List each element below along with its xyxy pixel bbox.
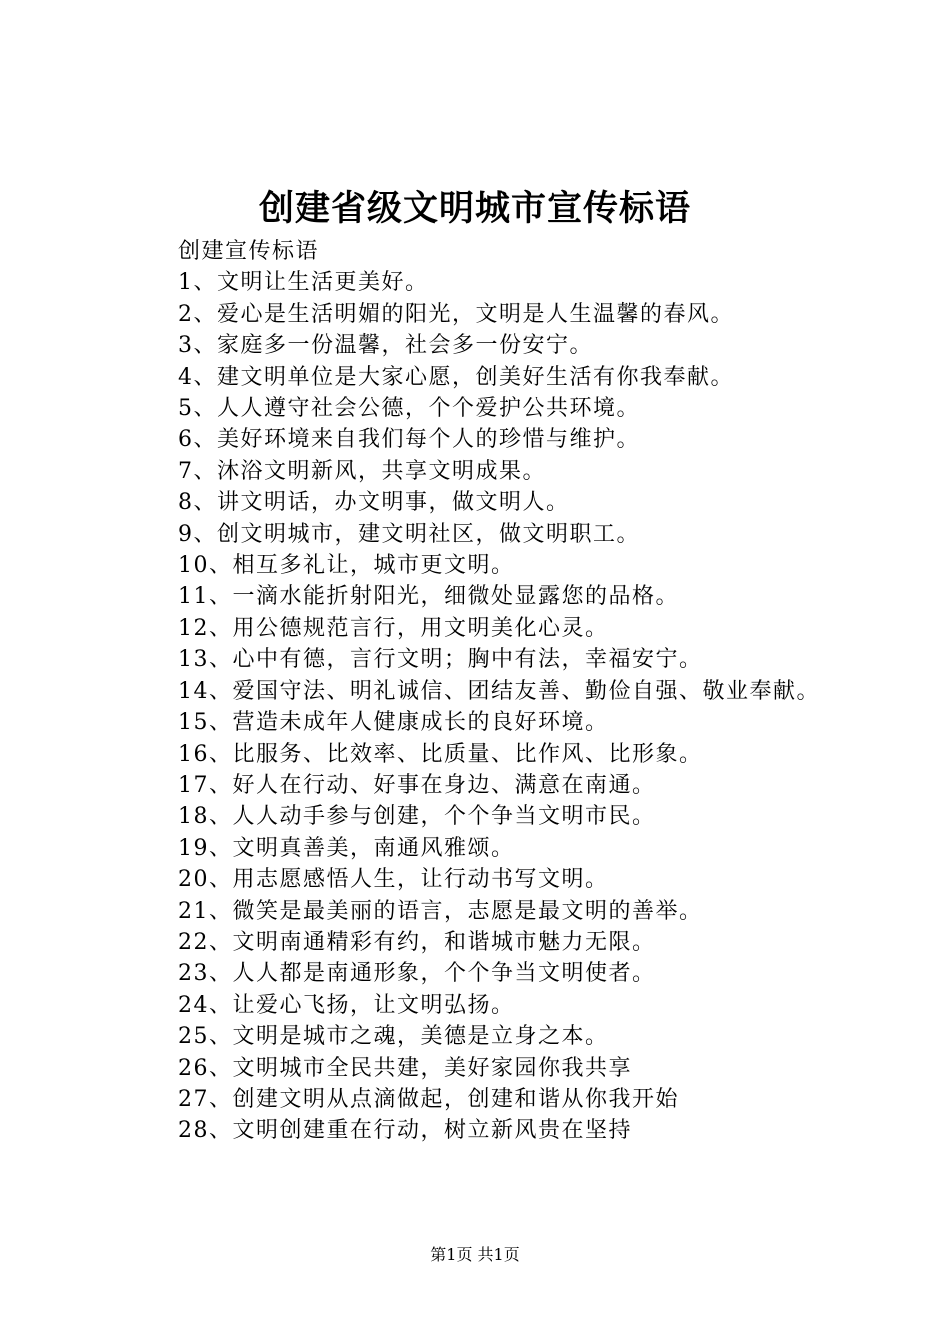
document-body [128, 236, 848, 1147]
slogan-item: 6、美好环境来自我们每个人的珍惜与维护。 [178, 427, 640, 453]
slogan-item: 25、文明是城市之魂，美德是立身之本。 [178, 1024, 609, 1050]
slogan-list [128, 267, 848, 1146]
slogan-item: 24、让爱心飞扬，让文明弘扬。 [178, 992, 515, 1018]
slogan-item: 21、微笑是最美丽的语言，志愿是最文明的善举。 [178, 898, 703, 924]
slogan-item: 5、人人遵守社会公德，个个爱护公共环境。 [178, 396, 640, 422]
slogan-item: 13、心中有德，言行文明；胸中有法，幸福安宁。 [178, 647, 703, 673]
document-subtitle: 创建宣传标语 [178, 239, 320, 264]
slogan-item: 8、讲文明话，办文明事，做文明人。 [178, 490, 570, 516]
slogan-item: 23、人人都是南通形象，个个争当文明使者。 [178, 961, 656, 987]
slogan-item: 7、沐浴文明新风，共享文明成果。 [178, 458, 546, 484]
document-title: 创建省级文明城市宣传标语 [258, 188, 691, 229]
slogan-item: 3、家庭多一份温馨，社会多一份安宁。 [178, 333, 593, 359]
slogan-item: 10、相互多礼让，城市更文明。 [178, 553, 515, 579]
slogan-item: 18、人人动手参与创建，个个争当文明市民。 [178, 804, 656, 830]
slogan-item: 2、爱心是生活明媚的阳光，文明是人生温馨的春风。 [178, 301, 734, 327]
slogan-item: 14、爱国守法、明礼诚信、团结友善、勤俭自强、敬业奉献。 [178, 678, 820, 704]
slogan-item: 16、比服务、比效率、比质量、比作风、比形象。 [178, 741, 703, 767]
slogan-item: 28、文明创建重在行动，树立新风贵在坚持 [178, 1118, 632, 1144]
slogan-item: 19、文明真善美，南通风雅颂。 [178, 835, 515, 861]
slogan-item: 22、文明南通精彩有约，和谐城市魅力无限。 [178, 929, 656, 955]
slogan-item: 1、文明让生活更美好。 [178, 270, 429, 296]
slogan-item: 4、建文明单位是大家心愿，创美好生活有你我奉献。 [178, 364, 734, 390]
slogan-item: 9、创文明城市，建文明社区，做文明职工。 [178, 521, 640, 547]
slogan-item: 12、用公德规范言行，用文明美化心灵。 [178, 615, 609, 641]
page-footer: 第1页 共1页 [430, 1245, 520, 1264]
slogan-item: 27、创建文明从点滴做起，创建和谐从你我开始 [178, 1086, 679, 1112]
slogan-item: 11、一滴水能折射阳光，细微处显露您的品格。 [178, 584, 679, 610]
slogan-item: 15、营造未成年人健康成长的良好环境。 [178, 710, 609, 736]
slogan-item: 20、用志愿感悟人生，让行动书写文明。 [178, 867, 609, 893]
slogan-item: 26、文明城市全民共建，美好家园你我共享 [178, 1055, 632, 1081]
slogan-item: 17、好人在行动、好事在身边、满意在南通。 [178, 772, 656, 798]
